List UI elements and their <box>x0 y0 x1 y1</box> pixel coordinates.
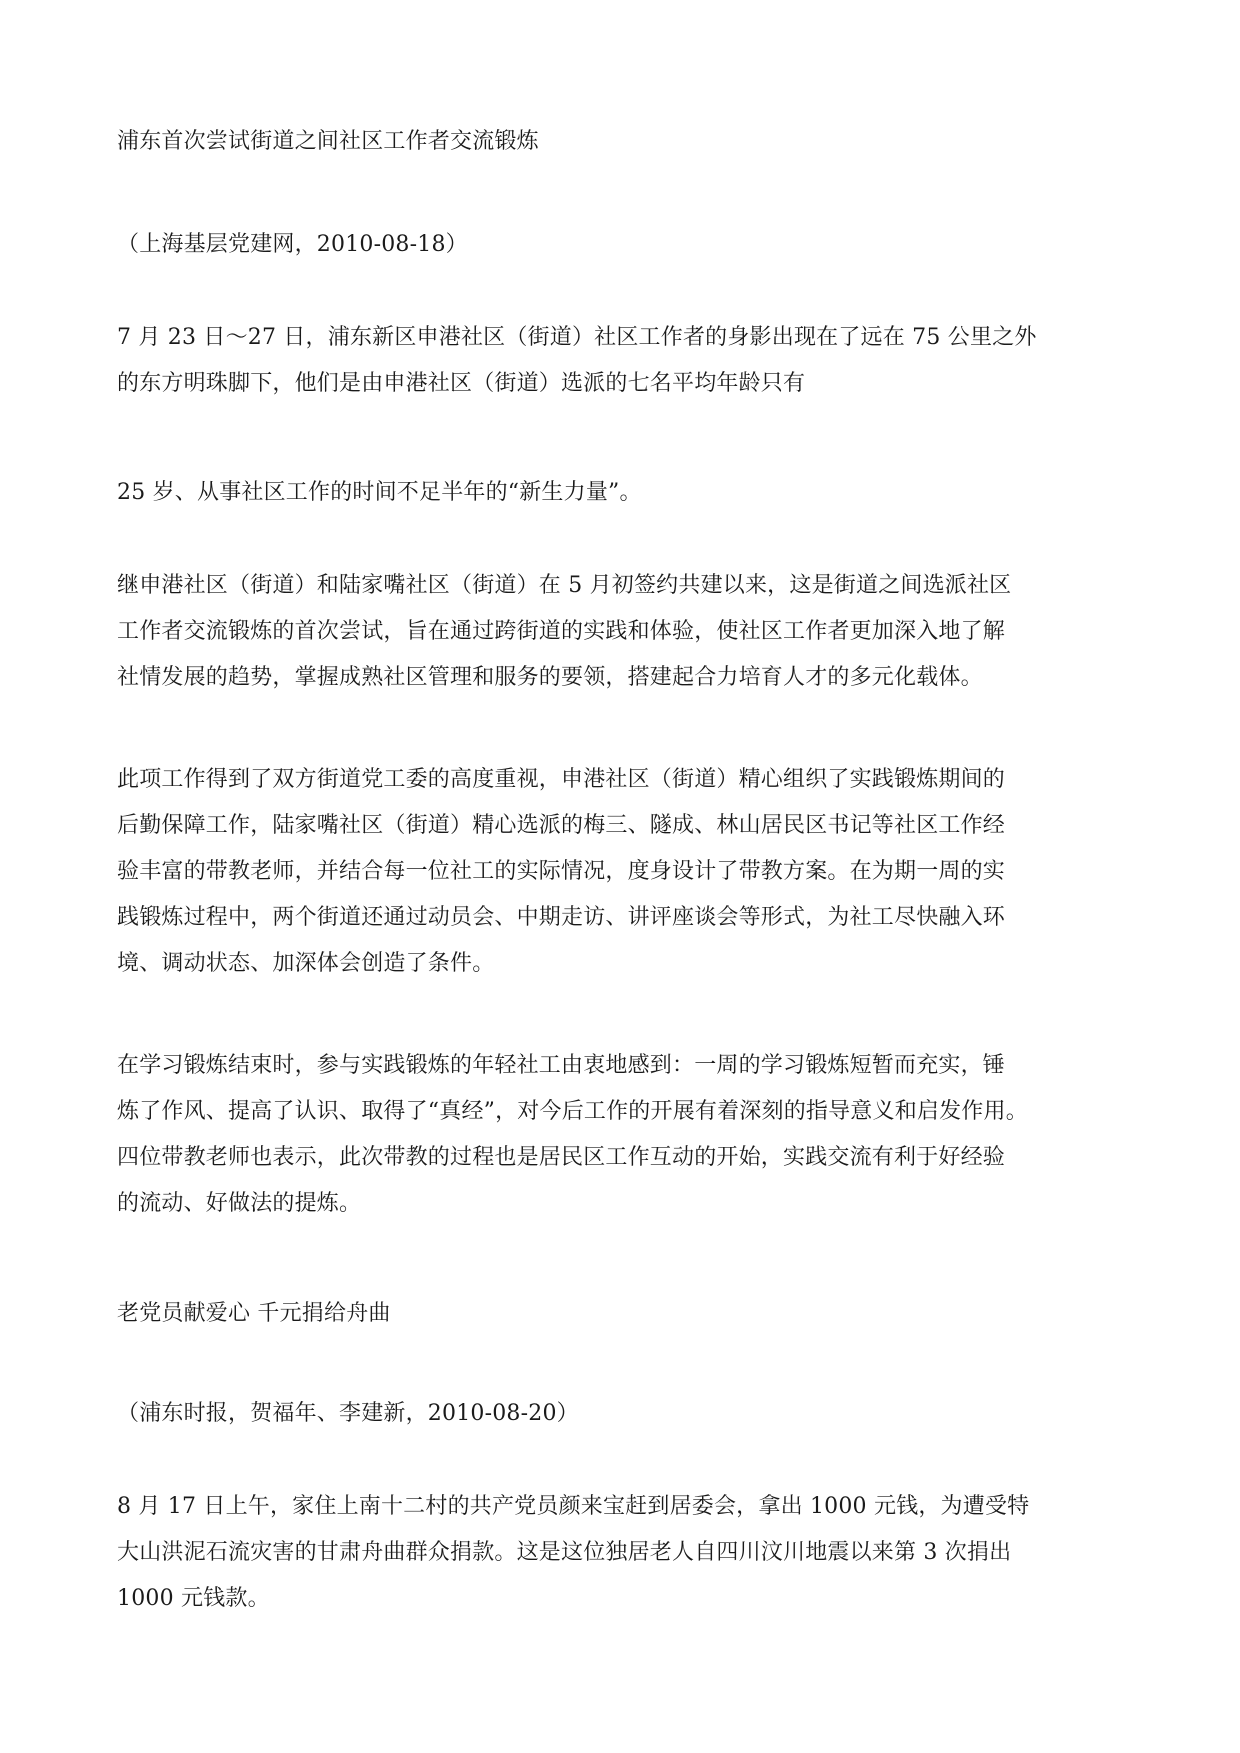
article1-title: 浦东首次尝试街道之间社区工作者交流锻炼 <box>117 129 539 154</box>
article1-paragraph-5 <box>117 1043 1127 1227</box>
paragraph-line: 8 月 17 日上午，家住上南十二村的共产党员颜来宝赶到居委会，拿出 1000 元钱，为遭受特 <box>117 1494 1030 1519</box>
paragraph-line: 境、调动状态、加深体会创造了条件。 <box>117 951 495 976</box>
article1-paragraph-2: 25 岁、从事社区工作的时间不足半年的“新生力量”。 <box>117 480 642 505</box>
article1-source: （上海基层党建网，2010-08-18） <box>117 232 468 257</box>
article2-paragraph-1 <box>117 1484 1127 1622</box>
article1-paragraph-1 <box>117 315 1127 407</box>
paragraph-line: 后勤保障工作，陆家嘴社区（街道）精心选派的梅三、隧成、林山居民区书记等社区工作经 <box>117 813 1006 838</box>
paragraph-line: 炼了作风、提高了认识、取得了“真经”，对今后工作的开展有着深刻的指导意义和启发作用。 <box>117 1099 1028 1124</box>
article2-title: 老党员献爱心 千元捐给舟曲 <box>117 1301 391 1326</box>
paragraph-line: 社情发展的趋势，掌握成熟社区管理和服务的要领，搭建起合力培育人才的多元化载体。 <box>117 665 983 690</box>
paragraph-line: 在学习锻炼结束时，参与实践锻炼的年轻社工由衷地感到：一周的学习锻炼短暂而充实，锤 <box>117 1053 1006 1078</box>
paragraph-line: 7 月 23 日～27 日，浦东新区申港社区（街道）社区工作者的身影出现在了远在 75 公里之外 <box>117 325 1037 350</box>
article1-paragraph-4 <box>117 757 1127 987</box>
paragraph-line: 工作者交流锻炼的首次尝试，旨在通过跨街道的实践和体验，使社区工作者更加深入地了解 <box>117 619 1006 644</box>
article2-source: （浦东时报，贺福年、李建新，2010-08-20） <box>117 1401 579 1426</box>
paragraph-line: 继申港社区（街道）和陆家嘴社区（街道）在 5 月初签约共建以来，这是街道之间选派社区 <box>117 573 1012 598</box>
paragraph-line: 的流动、好做法的提炼。 <box>117 1191 362 1216</box>
paragraph-line: 大山洪泥石流灾害的甘肃舟曲群众捐款。这是这位独居老人自四川汶川地震以来第 3 次捐出 <box>117 1540 1012 1565</box>
paragraph-line: 此项工作得到了双方街道党工委的高度重视，申港社区（街道）精心组织了实践锻炼期间的 <box>117 767 1006 792</box>
paragraph-line: 四位带教老师也表示，此次带教的过程也是居民区工作互动的开始，实践交流有利于好经验 <box>117 1145 1006 1170</box>
paragraph-line: 的东方明珠脚下，他们是由申港社区（街道）选派的七名平均年龄只有 <box>117 371 806 396</box>
article1-paragraph-3 <box>117 563 1127 701</box>
paragraph-line: 践锻炼过程中，两个街道还通过动员会、中期走访、讲评座谈会等形式，为社工尽快融入环 <box>117 905 1006 930</box>
paragraph-line: 1000 元钱款。 <box>117 1586 270 1611</box>
paragraph-line: 验丰富的带教老师，并结合每一位社工的实际情况，度身设计了带教方案。在为期一周的实 <box>117 859 1006 884</box>
